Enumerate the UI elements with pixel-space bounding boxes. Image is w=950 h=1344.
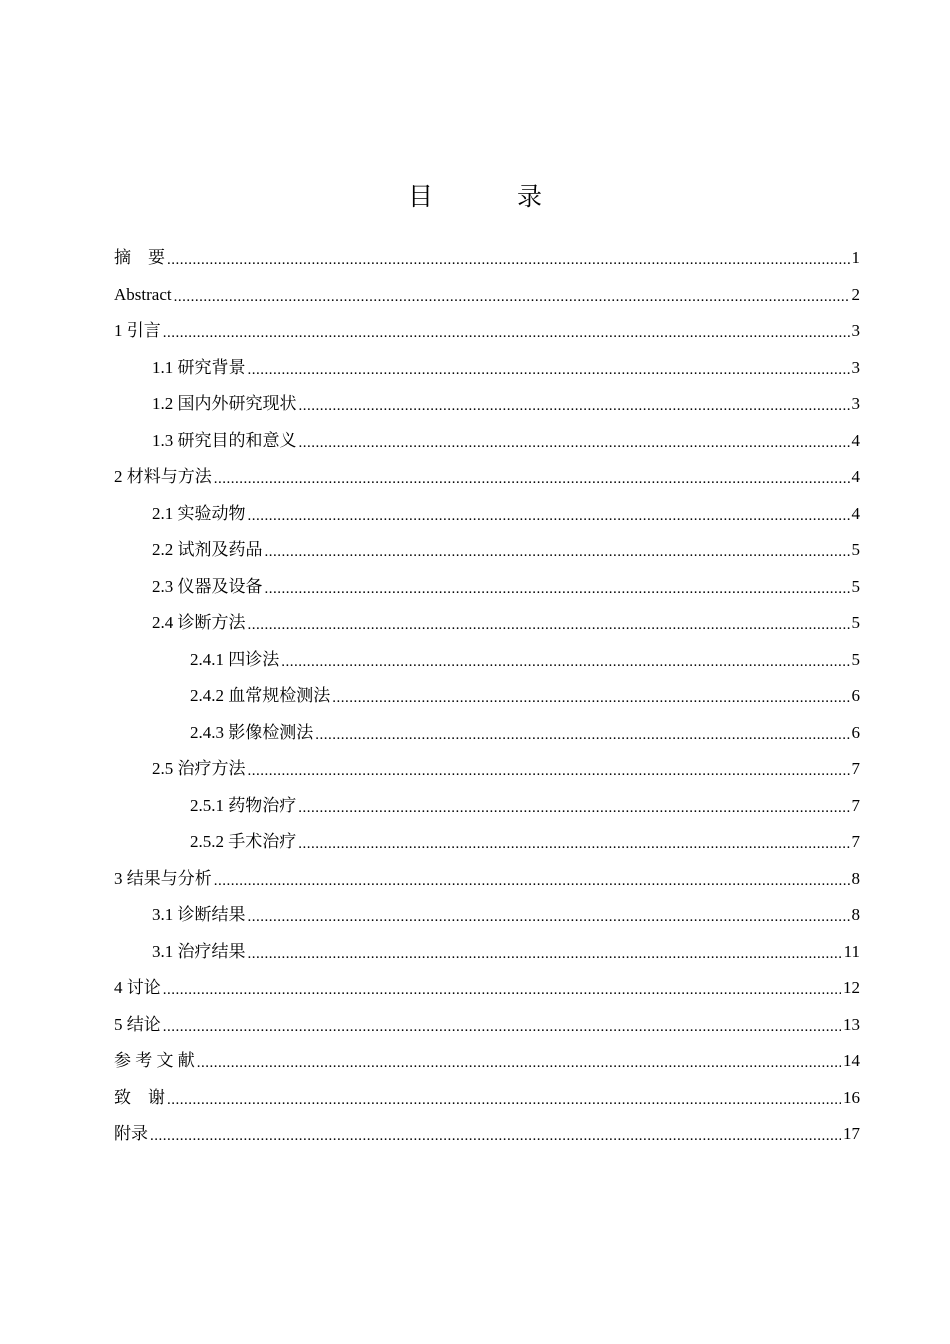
toc-page-number: 17	[843, 1124, 860, 1144]
toc-entry-title: 参 考 文 献	[114, 1051, 195, 1071]
toc-entry-title: 1 引言	[114, 321, 161, 341]
toc-dot-leader	[248, 506, 850, 526]
toc-dot-leader	[167, 250, 850, 270]
toc-entry[interactable]	[114, 678, 860, 715]
toc-entry[interactable]	[114, 240, 860, 277]
toc-entry-title: 1.1 研究背景	[152, 357, 246, 377]
toc-entry[interactable]	[114, 459, 860, 496]
toc-entry-title: 2.4.3 影像检测法	[190, 722, 314, 742]
toc-page-number: 4	[851, 430, 860, 450]
toc-page-number: 5	[851, 540, 860, 560]
toc-dot-leader	[299, 433, 850, 453]
toc-page-number: 6	[851, 722, 860, 742]
toc-dot-leader	[248, 360, 850, 380]
toc-page-number: 7	[851, 759, 860, 779]
toc-entry[interactable]	[114, 970, 860, 1007]
toc-entry[interactable]	[114, 313, 860, 350]
toc-dot-leader	[248, 615, 850, 635]
page-title: 目 录	[408, 182, 580, 211]
toc-dot-leader	[214, 871, 850, 891]
toc-entry-title: 2.4 诊断方法	[152, 613, 246, 633]
toc-entry[interactable]	[114, 1116, 860, 1153]
toc-entry-title: 附录	[114, 1124, 148, 1144]
toc-entry[interactable]	[114, 788, 860, 825]
toc-dot-leader	[163, 980, 841, 1000]
toc-entry-title: 2 材料与方法	[114, 467, 212, 487]
toc-entry-title: 2.3 仪器及设备	[152, 576, 263, 596]
toc-entry-title: 2.1 实验动物	[152, 503, 246, 523]
toc-page-number: 5	[851, 613, 860, 633]
toc-page-number: 3	[851, 357, 860, 377]
toc-dot-leader	[265, 579, 850, 599]
toc-entry-title: 1.3 研究目的和意义	[152, 430, 297, 450]
toc-page-number: 16	[843, 1087, 860, 1107]
toc-page-number: 13	[843, 1014, 860, 1034]
toc-entry-title: 摘 要	[114, 248, 165, 268]
toc-dot-leader	[248, 907, 850, 927]
toc-entry[interactable]	[114, 642, 860, 679]
toc-page-number: 2	[851, 284, 860, 304]
toc-dot-leader	[214, 469, 850, 489]
toc-entry[interactable]	[114, 751, 860, 788]
toc-dot-leader	[174, 287, 850, 307]
toc-entry-title: 2.4.1 四诊法	[190, 649, 280, 669]
toc-dot-leader	[197, 1053, 841, 1073]
toc-entry[interactable]	[114, 934, 860, 971]
toc-dot-leader	[167, 1090, 841, 1110]
toc-entry-title: 2.5 治疗方法	[152, 759, 246, 779]
toc-entry-title: 4 讨论	[114, 978, 161, 998]
toc-page-number: 5	[851, 576, 860, 596]
table-of-contents	[114, 240, 860, 1153]
toc-page-number: 5	[851, 649, 860, 669]
toc-entry-title: 5 结论	[114, 1014, 161, 1034]
toc-dot-leader	[248, 944, 842, 964]
toc-page-number: 14	[843, 1051, 860, 1071]
toc-dot-leader	[299, 396, 850, 416]
toc-entry[interactable]	[114, 897, 860, 934]
toc-entry[interactable]	[114, 1043, 860, 1080]
toc-entry[interactable]	[114, 496, 860, 533]
toc-entry[interactable]	[114, 350, 860, 387]
toc-page-number: 7	[851, 832, 860, 852]
toc-entry[interactable]	[114, 532, 860, 569]
toc-dot-leader	[332, 688, 849, 708]
toc-entry-title: 2.5.1 药物治疗	[190, 795, 297, 815]
toc-page-number: 3	[851, 321, 860, 341]
toc-dot-leader	[298, 798, 849, 818]
toc-dot-leader	[281, 652, 849, 672]
toc-dot-leader	[298, 834, 849, 854]
toc-dot-leader	[248, 761, 850, 781]
toc-entry[interactable]	[114, 423, 860, 460]
toc-page-number: 8	[851, 905, 860, 925]
toc-entry[interactable]	[114, 386, 860, 423]
toc-dot-leader	[265, 542, 850, 562]
toc-entry-title: 3 结果与分析	[114, 868, 212, 888]
toc-dot-leader	[163, 1017, 841, 1037]
toc-dot-leader	[163, 323, 850, 343]
toc-entry-title: 3.1 治疗结果	[152, 941, 246, 961]
toc-dot-leader	[315, 725, 849, 745]
toc-page-number: 11	[843, 941, 860, 961]
toc-page-number: 7	[851, 795, 860, 815]
toc-entry-title: 2.4.2 血常规检测法	[190, 686, 331, 706]
toc-page-number: 8	[851, 868, 860, 888]
toc-entry-title: Abstract	[114, 284, 172, 304]
toc-entry[interactable]	[114, 605, 860, 642]
toc-entry-title: 2.5.2 手术治疗	[190, 832, 297, 852]
toc-dot-leader	[150, 1126, 841, 1146]
toc-entry[interactable]	[114, 861, 860, 898]
toc-entry[interactable]	[114, 824, 860, 861]
toc-entry[interactable]	[114, 1007, 860, 1044]
toc-page-number: 4	[851, 467, 860, 487]
toc-entry[interactable]	[114, 277, 860, 314]
toc-entry[interactable]	[114, 715, 860, 752]
toc-page-number: 12	[843, 978, 860, 998]
toc-entry-title: 3.1 诊断结果	[152, 905, 246, 925]
toc-entry[interactable]	[114, 569, 860, 606]
toc-page-number: 1	[851, 248, 860, 268]
toc-page-number: 4	[851, 503, 860, 523]
toc-entry-title: 2.2 试剂及药品	[152, 540, 263, 560]
toc-entry-title: 1.2 国内外研究现状	[152, 394, 297, 414]
toc-entry[interactable]	[114, 1080, 860, 1117]
toc-entry-title: 致 谢	[114, 1087, 165, 1107]
toc-page-number: 3	[851, 394, 860, 414]
toc-page-number: 6	[851, 686, 860, 706]
